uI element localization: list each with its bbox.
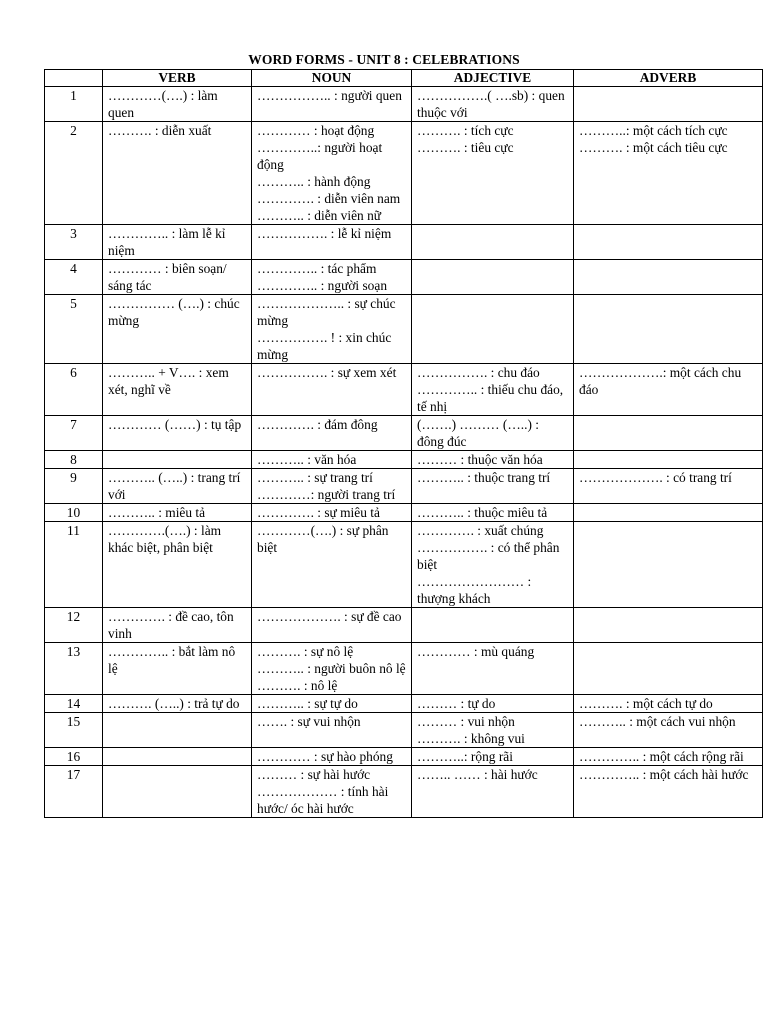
adjective-entry: ………… : mù quáng [417,644,535,659]
verb-cell [103,766,252,818]
header-noun: NOUN [252,70,412,87]
verb-cell [103,748,252,766]
noun-entry: ………………. : sự đề cao [257,609,402,624]
noun-entry: ……………. : sự xem xét [257,365,397,380]
verb-entry: ……….. : miêu tả [108,505,206,520]
adjective-entry: ……… : tự do [417,696,496,711]
noun-cell [252,416,412,451]
verb-cell [103,295,252,364]
adverb-entry: ………….. : một cách hài hước [579,767,749,782]
adverb-cell [574,522,763,608]
verb-entry: ……….. + V…. : xem xét, nghĩ về [108,365,229,397]
noun-entry: ……….. : hành động [257,174,371,189]
adverb-cell [574,364,763,416]
adverb-cell [574,451,763,469]
adjective-cell [412,451,574,469]
adverb-cell [574,748,763,766]
row-number: 16 [45,748,103,766]
table-row [45,122,763,225]
page-title: WORD FORMS - UNIT 8 : CELEBRATIONS [248,52,520,67]
adjective-cell [412,766,574,818]
adverb-entry: ………. : một cách tiêu cực [579,140,728,155]
noun-entry: ……….. : người buôn nô lệ [257,661,406,676]
table-row [45,608,763,643]
verb-entry: ………….(….) : làm khác biệt, phân biệt [108,523,222,555]
noun-cell [252,748,412,766]
header-adverb: ADVERB [574,70,763,87]
adjective-cell [412,748,574,766]
noun-cell [252,695,412,713]
adjective-cell [412,695,574,713]
noun-entry: ………….. : tác phẩm [257,261,377,276]
row-number: 8 [45,451,103,469]
noun-cell [252,260,412,295]
adjective-cell [412,522,574,608]
table-row [45,522,763,608]
verb-cell [103,695,252,713]
adjective-cell [412,122,574,225]
adjective-entry: ………. : không vui [417,731,525,746]
adverb-cell [574,260,763,295]
adjective-cell [412,364,574,416]
noun-entry: ………… : sự hào phóng [257,749,393,764]
noun-cell [252,713,412,748]
row-number: 5 [45,295,103,364]
adjective-cell [412,416,574,451]
adverb-entry: ……….. : một cách vui nhộn [579,714,736,729]
verb-entry: ………. (…..) : trả tự do [108,696,240,711]
noun-entry: ……. : sự vui nhộn [257,714,361,729]
table-row [45,695,763,713]
row-number: 2 [45,122,103,225]
noun-entry: ……………….. : sự chúc mừng [257,296,396,328]
adverb-cell [574,87,763,122]
adverb-entry: ………. : một cách tự do [579,696,713,711]
row-number: 11 [45,522,103,608]
adverb-cell [574,469,763,504]
table-body [45,87,763,818]
row-number: 4 [45,260,103,295]
table-row [45,364,763,416]
adverb-cell [574,695,763,713]
noun-entry: …………. : sự miêu tả [257,505,380,520]
table-row [45,416,763,451]
adjective-entry: …………. : xuất chúng [417,523,544,538]
verb-entry: ………….. : làm lễ kỉ niệm [108,226,226,258]
header-number [45,70,103,87]
noun-entry: ………. : nô lệ [257,678,338,693]
noun-entry: ……………. : lễ kỉ niệm [257,226,392,241]
verb-cell [103,522,252,608]
noun-cell [252,87,412,122]
noun-cell [252,608,412,643]
adverb-cell [574,608,763,643]
table-row [45,295,763,364]
header-verb: VERB [103,70,252,87]
noun-entry: …………….. : người quen [257,88,402,103]
noun-entry: …………. : đám đông [257,417,378,432]
adjective-entry: ……………. : chu đáo [417,365,540,380]
noun-entry: …………: người trang trí [257,487,396,502]
noun-cell [252,122,412,225]
adjective-cell [412,295,574,364]
noun-cell [252,451,412,469]
noun-cell [252,469,412,504]
noun-entry: …………(….) : sự phân biệt [257,523,389,555]
noun-entry: ………… : hoạt động [257,123,375,138]
verb-cell [103,416,252,451]
word-forms-table [44,69,763,818]
adjective-entry: (…….) ……… (…..) : đông đúc [417,417,539,449]
row-number: 13 [45,643,103,695]
row-number: 12 [45,608,103,643]
adjective-entry: ……………. : có thể phân biệt [417,540,560,572]
adjective-entry: ……… : vui nhộn [417,714,515,729]
table-row [45,260,763,295]
adjective-entry: ………….. : thiếu chu đáo, tế nhị [417,382,564,414]
table-row [45,87,763,122]
noun-entry: ……………… : tính hài hước/ óc hài hước [257,784,389,816]
noun-cell [252,364,412,416]
adverb-cell [574,416,763,451]
adjective-cell [412,225,574,260]
verb-cell [103,643,252,695]
row-number: 15 [45,713,103,748]
header-adjective: ADJECTIVE [412,70,574,87]
adjective-cell [412,87,574,122]
adjective-entry: ……… : thuộc văn hóa [417,452,543,467]
noun-entry: …………..: người hoạt động [257,140,383,172]
adjective-cell [412,608,574,643]
noun-cell [252,766,412,818]
verb-cell [103,122,252,225]
adjective-cell [412,469,574,504]
verb-cell [103,451,252,469]
row-number: 14 [45,695,103,713]
verb-cell [103,364,252,416]
row-number: 9 [45,469,103,504]
adverb-cell [574,504,763,522]
verb-entry: ………… : biên soạn/ sáng tác [108,261,227,293]
adverb-cell [574,295,763,364]
verb-entry: ……….. (…..) : trang trí với [108,470,241,502]
noun-entry: ………. : sự nô lệ [257,644,354,659]
adverb-entry: ………….. : một cách rộng rãi [579,749,744,764]
table-row [45,469,763,504]
row-number: 17 [45,766,103,818]
verb-cell [103,713,252,748]
adverb-entry: ………..: một cách tích cực [579,123,728,138]
adjective-entry: ……….. : thuộc miêu tả [417,505,548,520]
verb-cell [103,87,252,122]
noun-cell [252,504,412,522]
verb-entry: ………. : diễn xuất [108,123,212,138]
verb-cell [103,225,252,260]
noun-entry: ………….. : người soạn [257,278,388,293]
noun-cell [252,295,412,364]
adjective-entry: ………..: rộng rãi [417,749,513,764]
verb-cell [103,260,252,295]
verb-entry: …………. : đề cao, tôn vinh [108,609,234,641]
adverb-cell [574,225,763,260]
adjective-entry: …………………… : thượng khách [417,574,532,606]
row-number: 3 [45,225,103,260]
adjective-cell [412,643,574,695]
noun-cell [252,522,412,608]
adjective-cell [412,504,574,522]
adjective-entry: ………. : tích cực [417,123,514,138]
noun-entry: ……………. ! : xin chúc mừng [257,330,392,362]
verb-cell [103,504,252,522]
row-number: 6 [45,364,103,416]
verb-entry: …………… (….) : chúc mừng [108,296,240,328]
adverb-entry: ………………. : có trang trí [579,470,732,485]
adjective-cell [412,713,574,748]
adverb-cell [574,122,763,225]
noun-entry: ……….. : văn hóa [257,452,357,467]
row-number: 1 [45,87,103,122]
noun-entry: ……….. : sự tự do [257,696,358,711]
table-row [45,713,763,748]
adjective-entry: …………….( ….sb) : quen thuộc với [417,88,565,120]
table-row [45,766,763,818]
verb-cell [103,608,252,643]
verb-entry: ………….. : bắt làm nô lệ [108,644,236,676]
adverb-cell [574,766,763,818]
verb-entry: ………… (……) : tụ tập [108,417,242,432]
row-number: 10 [45,504,103,522]
noun-entry: …………. : diễn viên nam [257,191,401,206]
adjective-cell [412,260,574,295]
adverb-entry: ……………….: một cách chu đáo [579,365,742,397]
header-row [45,70,763,87]
table-row [45,225,763,260]
verb-entry: …………(….) : làm quen [108,88,218,120]
noun-cell [252,225,412,260]
table-row [45,643,763,695]
adverb-cell [574,713,763,748]
table-row [45,504,763,522]
adjective-entry: ………. : tiêu cực [417,140,514,155]
noun-entry: ……… : sự hài hước [257,767,371,782]
adverb-cell [574,643,763,695]
adjective-entry: ……….. : thuộc trang trí [417,470,551,485]
noun-entry: ……….. : sự trang trí [257,470,373,485]
row-number: 7 [45,416,103,451]
adjective-entry: …….. …… : hài hước [417,767,538,782]
table-row [45,451,763,469]
noun-cell [252,643,412,695]
verb-cell [103,469,252,504]
noun-entry: ……….. : diễn viên nữ [257,208,382,223]
table-row [45,748,763,766]
